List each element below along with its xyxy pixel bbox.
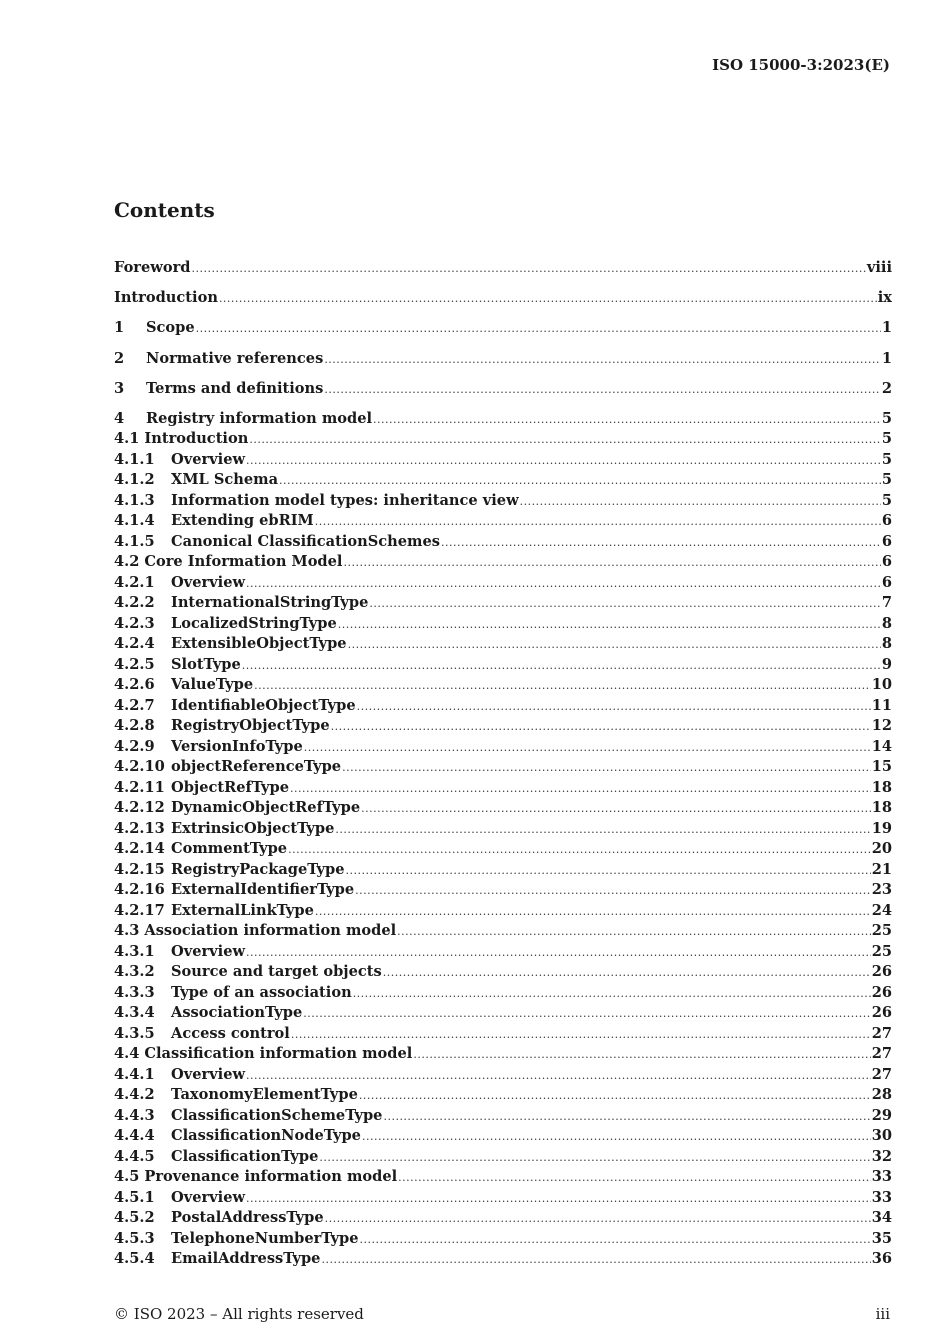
toc-dot-leader xyxy=(373,410,881,430)
toc-dot-leader xyxy=(362,1127,871,1148)
toc-dot-leader xyxy=(520,492,881,513)
toc-entry-title: Registry information model xyxy=(146,409,373,427)
toc-entry[interactable] xyxy=(114,1024,892,1045)
toc-entry-title: PostalAddressType xyxy=(171,1209,324,1227)
toc-entry-title: ExternalIdentifierType xyxy=(171,881,355,899)
toc-entry-number: 4.3 xyxy=(114,922,140,940)
toc-entry-title: Overview xyxy=(171,1065,246,1083)
toc-dot-leader xyxy=(196,319,881,339)
toc-entry-title: Overview xyxy=(171,573,246,591)
toc-entry-page: 18 xyxy=(871,799,892,817)
toc-dot-leader xyxy=(315,902,871,923)
toc-entry-page: 6 xyxy=(881,573,892,591)
toc-entry[interactable] xyxy=(114,258,892,288)
toc-dot-leader xyxy=(191,259,865,279)
toc-dot-leader xyxy=(383,1107,870,1128)
toc-entry-number: 4.2 xyxy=(114,553,140,571)
toc-dot-leader xyxy=(324,380,880,400)
document-id: ISO 15000-3:2023(E) xyxy=(712,56,890,74)
toc-dot-leader xyxy=(355,881,871,902)
footer-copyright: © ISO 2023 – All rights reserved xyxy=(114,1305,364,1323)
toc-entry[interactable] xyxy=(114,1208,892,1229)
toc-entry[interactable] xyxy=(114,634,892,655)
toc-entry-page: 1 xyxy=(881,319,892,337)
toc-dot-leader xyxy=(398,1168,871,1189)
toc-entry-title: Core Information Model xyxy=(144,553,343,571)
toc-entry-page: 2 xyxy=(881,379,892,397)
toc-entry-number: 4.2.13 xyxy=(114,819,165,837)
toc-entry-title: TelephoneNumberType xyxy=(171,1229,359,1247)
toc-entry-page: 26 xyxy=(871,983,892,1001)
toc-entry[interactable] xyxy=(114,737,892,758)
toc-entry[interactable] xyxy=(114,880,892,901)
toc-entry-number: 4.3.4 xyxy=(114,1004,155,1022)
toc-dot-leader xyxy=(353,984,871,1005)
toc-entry[interactable] xyxy=(114,552,892,573)
toc-entry-title: Overview xyxy=(171,942,246,960)
toc-entry[interactable] xyxy=(114,675,892,696)
toc-entry-title: Type of an association xyxy=(171,983,352,1001)
toc-entry-number: 4.2.17 xyxy=(114,901,165,919)
toc-entry-number: 4.1.4 xyxy=(114,512,155,530)
toc-entry-number: 4.3.3 xyxy=(114,983,155,1001)
toc-entry[interactable] xyxy=(114,860,892,881)
toc-dot-leader xyxy=(249,430,881,451)
toc-entry-number: 4.2.5 xyxy=(114,655,155,673)
toc-entry-title: RegistryObjectType xyxy=(171,717,330,735)
toc-entry[interactable] xyxy=(114,655,892,676)
toc-entry-title: IdentifiableObjectType xyxy=(171,696,356,714)
toc-entry-page: 30 xyxy=(871,1127,892,1145)
toc-entry-page: 32 xyxy=(871,1147,892,1165)
toc-entry-title: Access control xyxy=(171,1024,290,1042)
toc-entry-title: Classification information model xyxy=(144,1045,413,1063)
toc-entry-number: 4.4.4 xyxy=(114,1127,155,1145)
toc-entry[interactable] xyxy=(114,716,892,737)
toc-entry-page: 19 xyxy=(871,819,892,837)
toc-dot-leader xyxy=(219,289,877,309)
toc-entry-title: Provenance information model xyxy=(144,1168,398,1186)
page-title: Contents xyxy=(114,198,215,222)
toc-entry[interactable] xyxy=(114,1003,892,1024)
toc-entry-number: 4.5.1 xyxy=(114,1188,155,1206)
toc-entry-title: Introduction xyxy=(144,430,249,448)
toc-entry-page: 24 xyxy=(871,901,892,919)
toc-entry[interactable] xyxy=(114,318,892,348)
toc-entry-page: 33 xyxy=(871,1188,892,1206)
toc-dot-leader xyxy=(360,1230,871,1251)
toc-entry-page: 26 xyxy=(871,963,892,981)
toc-entry-title: Source and target objects xyxy=(171,963,382,981)
toc-entry[interactable] xyxy=(114,696,892,717)
toc-entry-title: EmailAddressType xyxy=(171,1250,321,1268)
toc-entry[interactable] xyxy=(114,819,892,840)
toc-entry[interactable] xyxy=(114,757,892,778)
toc-entry-title: Scope xyxy=(146,319,195,337)
toc-entry-title: Information model types: inheritance view xyxy=(171,491,519,509)
toc-entry-page: 33 xyxy=(871,1168,892,1186)
toc-dot-leader xyxy=(361,799,871,820)
toc-entry-page: 11 xyxy=(871,696,892,714)
toc-entry[interactable] xyxy=(114,288,892,318)
toc-entry-number: 4.1.1 xyxy=(114,450,155,468)
toc-dot-leader xyxy=(246,943,871,964)
toc-entry[interactable] xyxy=(114,1106,892,1127)
toc-entry-page: 29 xyxy=(871,1106,892,1124)
toc-entry-title: ValueType xyxy=(171,676,254,694)
toc-entry[interactable] xyxy=(114,450,892,471)
toc-entry-title: TaxonomyElementType xyxy=(171,1086,358,1104)
toc-entry-number: 1 xyxy=(114,319,125,337)
toc-entry-page: 20 xyxy=(871,840,892,858)
toc-entry-number: 4.4.5 xyxy=(114,1147,155,1165)
toc-dot-leader xyxy=(254,676,871,697)
toc-dot-leader xyxy=(290,779,871,800)
toc-dot-leader xyxy=(359,1086,871,1107)
toc-entry-title: Foreword xyxy=(114,259,191,276)
toc-entry-title: ExtrinsicObjectType xyxy=(171,819,335,837)
table-of-contents xyxy=(114,258,892,1270)
toc-entry-page: 5 xyxy=(881,409,892,427)
toc-dot-leader xyxy=(325,1209,871,1230)
toc-entry-number: 4.1.5 xyxy=(114,532,155,550)
toc-entry-page: 25 xyxy=(871,922,892,940)
toc-entry-number: 4.1.3 xyxy=(114,491,155,509)
toc-entry-title: ClassificationNodeType xyxy=(171,1127,361,1145)
toc-dot-leader xyxy=(348,635,881,656)
toc-entry-title: Normative references xyxy=(146,349,324,367)
toc-entry[interactable] xyxy=(114,798,892,819)
toc-dot-leader xyxy=(246,1066,871,1087)
toc-entry-page: 5 xyxy=(881,450,892,468)
toc-dot-leader xyxy=(246,574,881,595)
toc-entry-page: viii xyxy=(866,259,892,276)
toc-dot-leader xyxy=(246,1189,871,1210)
toc-entry-page: 5 xyxy=(881,430,892,448)
toc-entry-page: ix xyxy=(877,289,892,307)
toc-entry-title: RegistryPackageType xyxy=(171,860,345,878)
toc-entry-title: Overview xyxy=(171,1188,246,1206)
toc-entry-title: ClassificationType xyxy=(171,1147,319,1165)
toc-entry-title: LocalizedStringType xyxy=(171,614,337,632)
toc-entry[interactable] xyxy=(114,901,892,922)
toc-entry-title: XML Schema xyxy=(171,471,279,489)
toc-entry-number: 4.2.7 xyxy=(114,696,155,714)
toc-entry-title: Introduction xyxy=(114,289,218,307)
toc-entry-number: 3 xyxy=(114,379,125,397)
toc-entry-page: 27 xyxy=(871,1024,892,1042)
toc-entry-title: InternationalStringType xyxy=(171,594,369,612)
toc-entry[interactable] xyxy=(114,491,892,512)
toc-dot-leader xyxy=(369,594,880,615)
toc-entry-page: 36 xyxy=(871,1250,892,1268)
toc-entry-number: 4.2.2 xyxy=(114,594,155,612)
toc-entry-title: DynamicObjectRefType xyxy=(171,799,361,817)
toc-entry-number: 4.4.2 xyxy=(114,1086,155,1104)
toc-entry[interactable] xyxy=(114,1044,892,1065)
toc-entry-title: Association information model xyxy=(144,922,397,940)
toc-entry[interactable] xyxy=(114,839,892,860)
toc-entry-number: 4.2.6 xyxy=(114,676,155,694)
toc-entry-number: 4.3.5 xyxy=(114,1024,155,1042)
toc-entry[interactable] xyxy=(114,614,892,635)
toc-entry-title: CommentType xyxy=(171,840,288,858)
toc-entry-page: 1 xyxy=(881,349,892,367)
toc-entry[interactable] xyxy=(114,1229,892,1250)
toc-entry-page: 25 xyxy=(871,942,892,960)
toc-dot-leader xyxy=(338,615,881,636)
toc-dot-leader xyxy=(343,553,880,574)
toc-entry-number: 4.5.3 xyxy=(114,1229,155,1247)
toc-entry[interactable] xyxy=(114,593,892,614)
footer-page-number: iii xyxy=(875,1305,890,1323)
toc-entry-number: 4.3.2 xyxy=(114,963,155,981)
toc-dot-leader xyxy=(357,697,871,718)
toc-entry-page: 12 xyxy=(871,717,892,735)
toc-entry[interactable] xyxy=(114,429,892,450)
toc-entry-page: 7 xyxy=(881,594,892,612)
toc-entry[interactable] xyxy=(114,921,892,942)
toc-entry[interactable] xyxy=(114,1167,892,1188)
toc-entry-number: 4.2.4 xyxy=(114,635,155,653)
toc-dot-leader xyxy=(346,861,871,882)
toc-entry-title: objectReferenceType xyxy=(171,758,342,776)
toc-entry[interactable] xyxy=(114,573,892,594)
toc-entry-page: 18 xyxy=(871,778,892,796)
toc-entry[interactable] xyxy=(114,983,892,1004)
toc-entry[interactable] xyxy=(114,1147,892,1168)
toc-entry-page: 21 xyxy=(871,860,892,878)
toc-dot-leader xyxy=(288,840,871,861)
toc-entry[interactable] xyxy=(114,1126,892,1147)
toc-entry-number: 4.2.10 xyxy=(114,758,165,776)
toc-dot-leader xyxy=(303,1004,870,1025)
toc-dot-leader xyxy=(315,512,881,533)
toc-entry-title: AssociationType xyxy=(171,1004,303,1022)
toc-entry-page: 35 xyxy=(871,1229,892,1247)
toc-entry-number: 4.4.1 xyxy=(114,1065,155,1083)
toc-entry-number: 4.5 xyxy=(114,1168,140,1186)
toc-entry-title: ExtensibleObjectType xyxy=(171,635,347,653)
toc-entry-number: 4.2.11 xyxy=(114,778,165,796)
toc-entry-title: Overview xyxy=(171,450,246,468)
toc-entry-number: 4 xyxy=(114,409,125,427)
toc-entry-page: 8 xyxy=(881,614,892,632)
toc-entry-title: ObjectRefType xyxy=(171,778,290,796)
toc-entry[interactable] xyxy=(114,1249,892,1270)
toc-dot-leader xyxy=(441,533,881,554)
toc-dot-leader xyxy=(246,451,881,472)
toc-entry-title: VersionInfoType xyxy=(171,737,303,755)
toc-entry-number: 4.5.4 xyxy=(114,1250,155,1268)
toc-entry-number: 4.4.3 xyxy=(114,1106,155,1124)
toc-entry-page: 9 xyxy=(881,655,892,673)
toc-entry[interactable] xyxy=(114,962,892,983)
toc-entry-title: Terms and definitions xyxy=(146,379,324,397)
toc-entry-number: 4.3.1 xyxy=(114,942,155,960)
toc-entry-title: ExternalLinkType xyxy=(171,901,314,919)
toc-dot-leader xyxy=(321,1250,870,1271)
toc-entry-number: 2 xyxy=(114,349,125,367)
toc-entry-number: 4.4 xyxy=(114,1045,140,1063)
toc-entry-number: 4.2.16 xyxy=(114,881,165,899)
toc-dot-leader xyxy=(291,1025,871,1046)
toc-dot-leader xyxy=(331,717,871,738)
toc-dot-leader xyxy=(383,963,871,984)
toc-entry-page: 27 xyxy=(871,1045,892,1063)
toc-entry[interactable] xyxy=(114,379,892,409)
toc-entry-number: 4.2.1 xyxy=(114,573,155,591)
toc-dot-leader xyxy=(304,738,871,759)
toc-entry-page: 26 xyxy=(871,1004,892,1022)
toc-entry-number: 4.2.14 xyxy=(114,840,165,858)
toc-entry-page: 34 xyxy=(871,1209,892,1227)
toc-entry-number: 4.1.2 xyxy=(114,471,155,489)
toc-entry-page: 28 xyxy=(871,1086,892,1104)
toc-entry[interactable] xyxy=(114,409,892,430)
toc-entry[interactable] xyxy=(114,511,892,532)
toc-dot-leader xyxy=(242,656,881,677)
toc-entry-page: 15 xyxy=(871,758,892,776)
toc-entry-page: 27 xyxy=(871,1065,892,1083)
toc-entry-title: Canonical ClassificationSchemes xyxy=(171,532,440,550)
toc-entry-page: 6 xyxy=(881,532,892,550)
toc-entry[interactable] xyxy=(114,1188,892,1209)
toc-entry-page: 14 xyxy=(871,737,892,755)
toc-entry-page: 23 xyxy=(871,881,892,899)
toc-entry[interactable] xyxy=(114,532,892,553)
toc-entry-number: 4.2.8 xyxy=(114,717,155,735)
toc-entry-page: 6 xyxy=(881,553,892,571)
toc-dot-leader xyxy=(335,820,870,841)
toc-entry-page: 6 xyxy=(881,512,892,530)
toc-entry-number: 4.2.9 xyxy=(114,737,155,755)
toc-entry-page: 5 xyxy=(881,471,892,489)
toc-entry-title: ClassificationSchemeType xyxy=(171,1106,383,1124)
toc-entry-number: 4.5.2 xyxy=(114,1209,155,1227)
toc-dot-leader xyxy=(319,1148,870,1169)
toc-entry-number: 4.2.15 xyxy=(114,860,165,878)
toc-dot-leader xyxy=(397,922,871,943)
toc-entry-number: 4.2.12 xyxy=(114,799,165,817)
toc-entry-title: SlotType xyxy=(171,655,241,673)
toc-entry[interactable] xyxy=(114,1065,892,1086)
toc-entry[interactable] xyxy=(114,942,892,963)
toc-entry-page: 8 xyxy=(881,635,892,653)
toc-entry[interactable] xyxy=(114,349,892,379)
toc-entry-number: 4.1 xyxy=(114,430,140,448)
toc-entry-number: 4.2.3 xyxy=(114,614,155,632)
toc-entry-page: 5 xyxy=(881,491,892,509)
toc-dot-leader xyxy=(324,350,881,370)
toc-dot-leader xyxy=(279,471,881,492)
toc-entry[interactable] xyxy=(114,470,892,491)
toc-entry[interactable] xyxy=(114,1085,892,1106)
toc-dot-leader xyxy=(413,1045,870,1066)
toc-entry[interactable] xyxy=(114,778,892,799)
toc-dot-leader xyxy=(342,758,871,779)
toc-entry-title: Extending ebRIM xyxy=(171,512,314,530)
toc-entry-page: 10 xyxy=(871,676,892,694)
